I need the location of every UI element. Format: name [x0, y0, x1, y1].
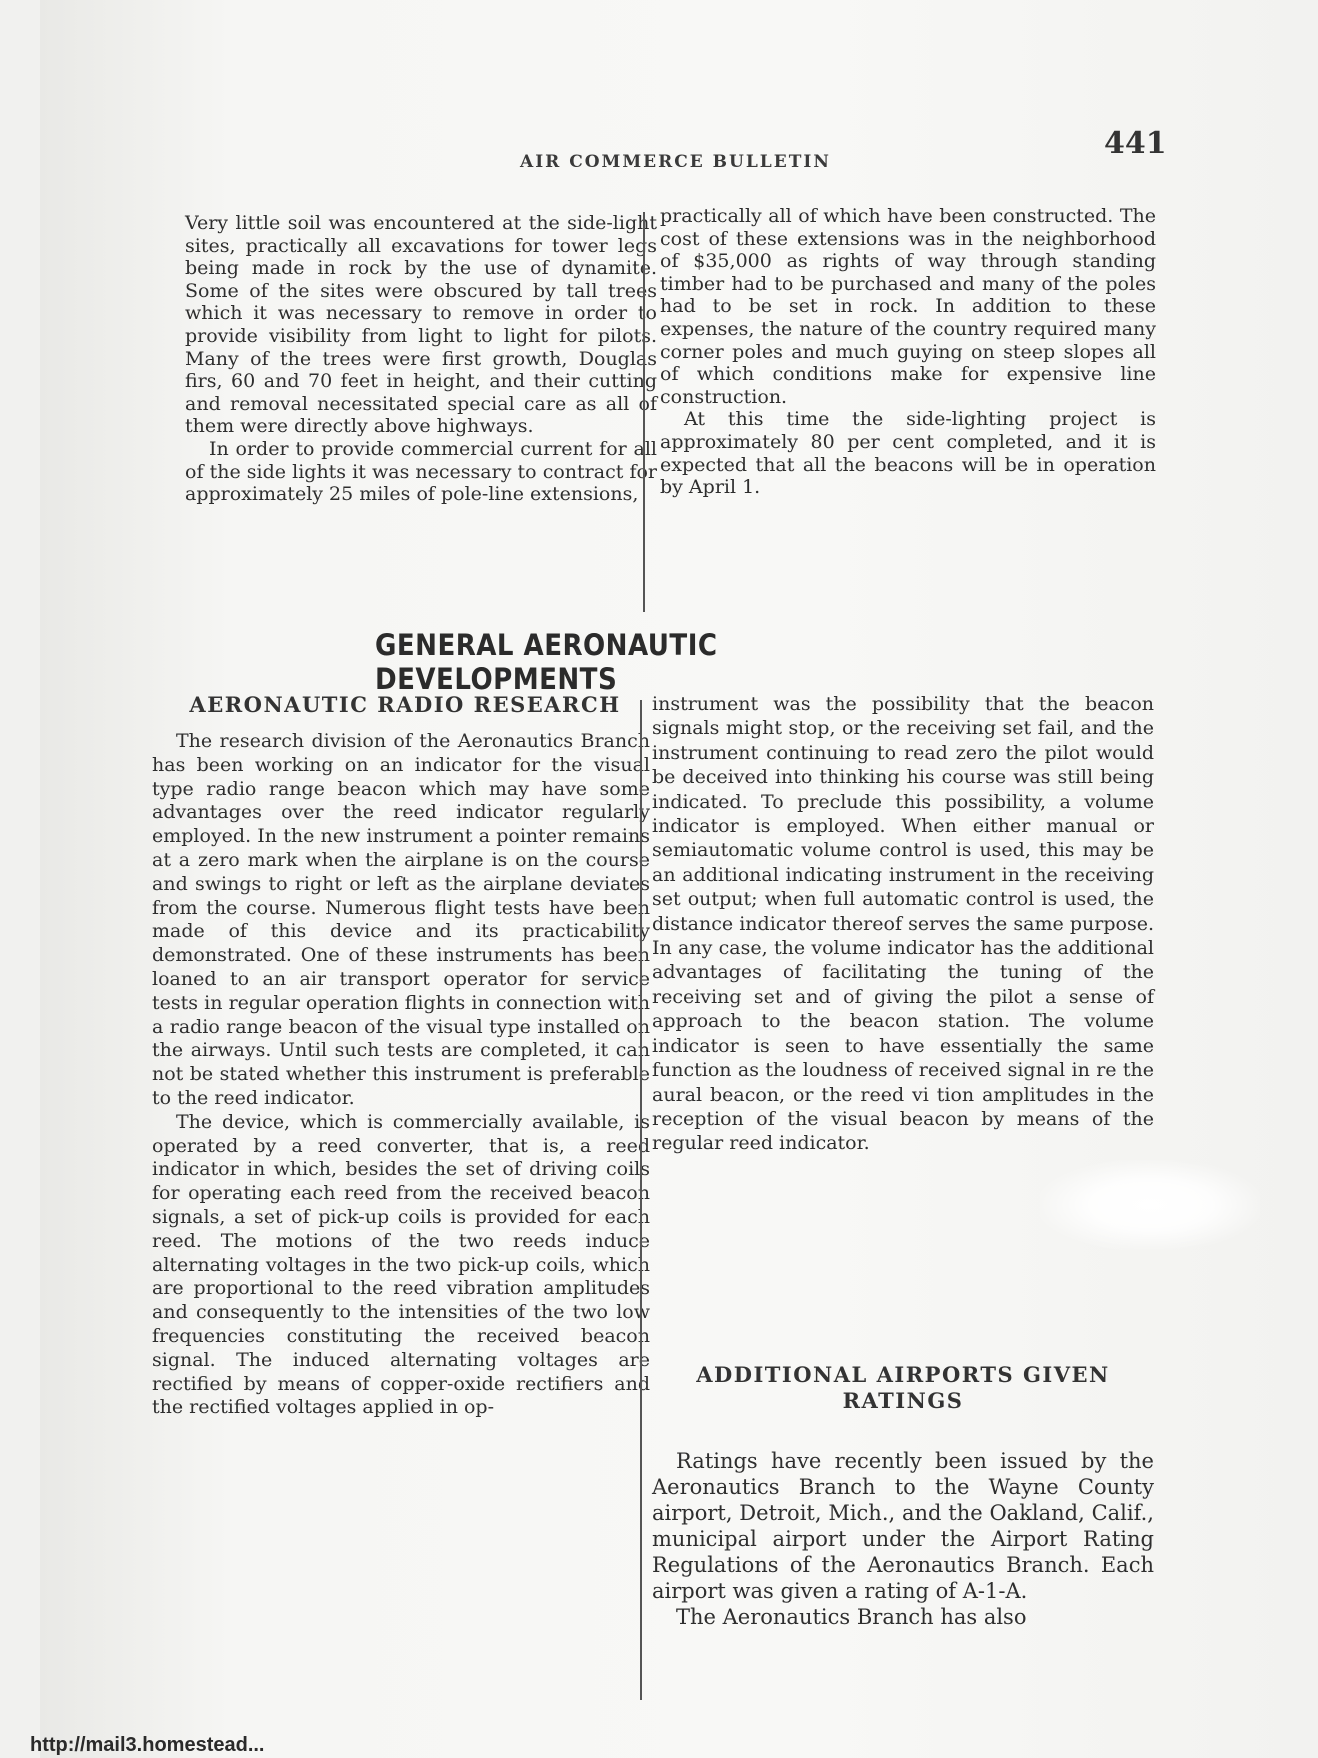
page-number: 441 — [1104, 126, 1167, 161]
radio-left-column — [152, 730, 650, 1420]
column-rule — [643, 212, 645, 612]
top-right-column — [660, 205, 1156, 499]
heading-line: ADDITIONAL AIRPORTS GIVEN — [696, 1362, 1110, 1387]
section-title: GENERAL AERONAUTIC DEVELOPMENTS — [375, 628, 718, 696]
column-rule — [640, 700, 642, 1700]
footer-url: http://mail3.homestead... — [30, 1734, 265, 1756]
article-heading — [652, 1362, 1154, 1414]
paragraph: instrument was the possibility that the beacon signals might stop, or the receiving set fail, and the instrument continuing to read zero the pilot would be deceived into thinking his course was still being indicated. To preclude this possibility, a volume indicator is employed. When either manual or semiautomatic volume control is used, this may be an additional indicating instrument in the receiving set output; when full automatic control is used, the distance indicator thereof serves the same purpose. In any case, the volume indicator has the additional advantages of facilitating the tuning of the receiving set and of giving the pilot a sense of approach to the beacon station. The volume indicator is seen to have essentially the same function as the loudness of received signal in re the aural beacon, or the reed vi tion amplitudes in the reception of the visual beacon by means of the regular reed indicator. — [652, 693, 1154, 1155]
running-head: AIR COMMERCE BULLETIN — [520, 152, 831, 172]
document-page — [40, 0, 1318, 1758]
top-left-column — [185, 212, 657, 506]
radio-right-column — [652, 692, 1154, 1156]
airports-column — [652, 1448, 1154, 1630]
paragraph: The research division of the Aeronautics Branch has been working on an indicator for the visual type radio range beacon which may have some advantages over the reed indicator regularly employed. In the new instrument a pointer remains at a zero mark when the airplane is on the course and swings to right or left as the airplane deviates from the course. Numerous flight tests have been made of this device and its practicability demonstrated. One of these instruments has been loaned to an air transport operator for service tests in regular operation flights in connection with a radio range beacon of the visual type installed on the airways. Until such tests are completed, it can not be stated whether this instrument is preferable to the reed indicator. — [152, 730, 650, 1109]
photo-glare — [1040, 1160, 1260, 1250]
paragraph: The Aeronautics Branch has also — [676, 1605, 1027, 1629]
paragraph: At this time the side-lighting project is approximately 80 per cent completed, and it is expected that all the beacons will be in operation by April 1. — [660, 408, 1156, 499]
paragraph: Ratings have recently been issued by the Aeronautics Branch to the Wayne County airport, Detroit, Mich., and the Oakland, Calif., municipal airport under the Airport Rating Regulations of the Aeronautics Branch. Each airport was given a rating of A-1-A. — [652, 1449, 1154, 1603]
paragraph: The device, which is commercially available, is operated by a reed converter, that is, a reed indicator in which, besides the set of driving coils for operating each reed from the received beacon signals, a set of pick-up coils is provided for each reed. The motions of the two reeds induce alternating voltages in the two pick-up coils, which are proportional to the reed vibration amplitudes and consequently to the intensities of the two low frequencies constituting the received beacon signal. The induced alternating voltages are rectified by means of copper-oxide rectifiers and the rectified voltages applied in op- — [152, 1110, 650, 1419]
paragraph: practically all of which have been constructed. The cost of these extensions was in the neighborhood of $35,000 as rights of way through standing timber had to be purchased and many of the poles had to be set in rock. In addition to these expenses, the nature of the country required many corner poles and much guying on steep slopes all of which conditions make for expensive line construction. — [660, 205, 1156, 408]
heading-line: RATINGS — [842, 1388, 964, 1413]
paragraph: In order to provide commercial current for all of the side lights it was necessary to contract for approximately 25 miles of pole-line extensions, — [185, 437, 657, 506]
paragraph: Very little soil was encountered at the side-light sites, practically all excavations for tower legs being made in rock by the use of dynamite. Some of the sites were obscured by tall trees which it was necessary to remove in order to provide visibility from light to light for pilots. Many of the trees were first growth, Douglas firs, 60 and 70 feet in height, and their cutting and removal necessitated special care as all of them were directly above highways. — [185, 212, 657, 438]
article-heading: AERONAUTIC RADIO RESEARCH — [189, 692, 621, 717]
